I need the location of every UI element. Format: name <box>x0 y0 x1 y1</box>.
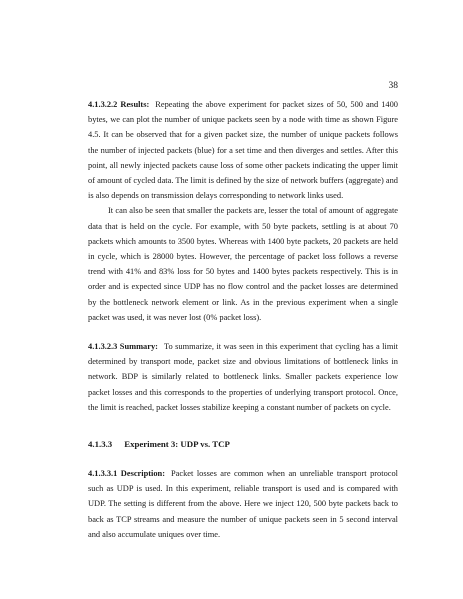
spacer <box>88 452 398 466</box>
summary-heading: 4.1.3.2.3 Summary: <box>88 342 158 352</box>
spacer <box>88 325 398 339</box>
results-heading: 4.1.3.2.2 Results: <box>88 100 150 109</box>
results-paragraph-text: Repeating the above experiment for packet sizes of 50, 500 and 1400 bytes, we can plot the number of unique packets seen by a node with time as shown Figure 4.5. It can be observed that for a given packet size, the number of unique packets follows the number of injected packets (blue) for a set time and then diverges and settles. After this point, all newly injected packets cause loss of some other packets indicating the upper limit of amount of cycled data. The limit is defined by the size of network buffers (aggregate) and is also depends on transmission delays corresponding to network links used. <box>88 100 398 201</box>
summary-paragraph <box>88 339 398 415</box>
results-paragraph-2-text: It can also be seen that smaller the packets are, lesser the total of amount of aggregate data that is held on the cycle. For example, with 50 byte packets, settling is at about 70 packets which amounts to 3500 bytes. Whereas with 1400 byte packets, 20 packets are held in cycle, which is 28000 bytes. However, the percentage of packet loss follows a reverse trend with 41% and 83% loss for 50 bytes and 1400 bytes packets respectively. This is in order and is expected since UDP has no flow control and the packet losses are determined by the bottleneck network element or link. As in the previous experiment when a single packet was used, it was never lost (0% packet loss). <box>88 206 398 322</box>
page-content <box>88 97 398 542</box>
results-paragraph <box>88 97 398 203</box>
experiment3-heading <box>88 437 398 452</box>
page-number: 38 <box>388 81 398 91</box>
spacer <box>88 415 398 437</box>
description-paragraph-text: Packet losses are common when an unreliable transport protocol such as UDP is used. In this experiment, reliable transport is used and is compared with UDP. The setting is different from the above. Here we inject 120, 500 byte packets back to back as TCP streams and measure the number of unique packets seen in 5 second interval and also accumulate uniques over time. <box>88 469 398 539</box>
results-paragraph-2 <box>88 203 398 325</box>
description-heading: 4.1.3.3.1 Description: <box>88 469 165 479</box>
summary-paragraph-text: To summarize, it was seen in this experiment that cycling has a limit determined by transport mode, packet size and obvious limitations of bottleneck links in network. BDP is similarly related to bottleneck links. Smaller packets experience low packet losses and this corresponds to the properties of underlying transport protocol. Once, the limit is reached, packet losses stabilize keeping a constant number of packets on cycle. <box>88 342 399 412</box>
experiment3-number: 4.1.3.3 <box>88 439 113 450</box>
description-paragraph <box>88 466 398 542</box>
experiment3-title: Experiment 3: UDP vs. TCP <box>124 439 230 450</box>
